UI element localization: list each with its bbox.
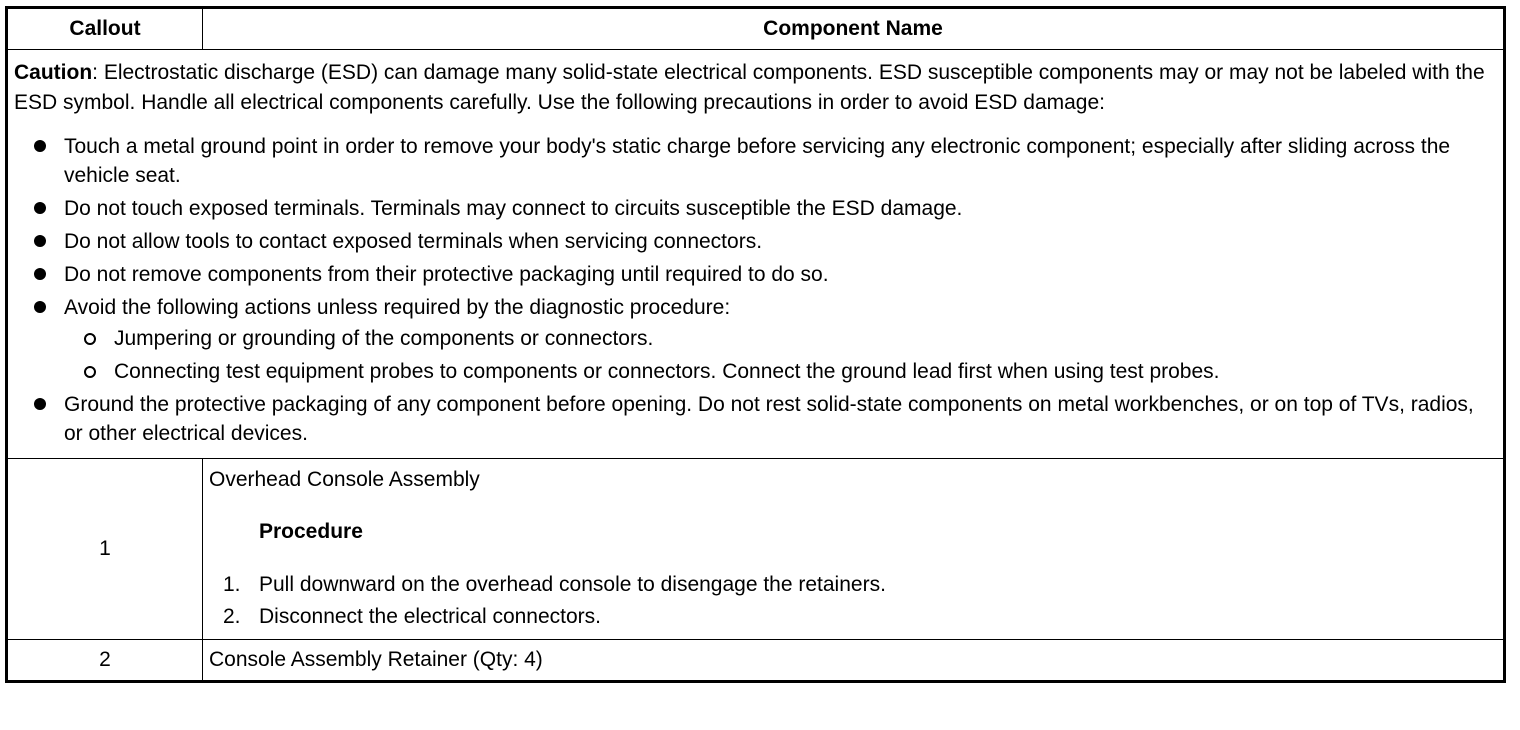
callout-number: 2 xyxy=(7,640,203,682)
component-table xyxy=(5,6,1506,683)
caution-bullet-text: Avoid the following actions unless required by the diagnostic procedure: xyxy=(64,296,731,319)
caution-label: Caution xyxy=(14,61,93,84)
callout-header: Callout xyxy=(7,8,203,50)
component-name-header: Component Name xyxy=(203,8,1505,50)
caution-paragraph xyxy=(14,58,1495,118)
caution-bullet-with-sublist xyxy=(14,293,1495,386)
step-text: Pull downward on the overhead console to disengage the retainers. xyxy=(259,573,886,596)
caution-text: : Electrostatic discharge (ESD) can damage many solid-state electrical components. ESD susceptible components may or may not be labeled with the ESD symbol. Handle all electrical components carefully. Use the following precautions in order to avoid ESD damage: xyxy=(14,61,1485,114)
step-number: 2. xyxy=(223,605,241,628)
table-row xyxy=(7,459,1505,640)
caution-subbullet: Jumpering or grounding of the components or connectors. xyxy=(64,324,1495,353)
caution-bullet-list xyxy=(14,132,1495,448)
caution-subbullet-list xyxy=(64,324,1495,386)
callout-number: 1 xyxy=(7,459,203,640)
caution-bullet: Touch a metal ground point in order to remove your body's static charge before servicing any electronic component; especially after sliding across the vehicle seat. xyxy=(14,132,1495,190)
caution-bullet: Ground the protective packaging of any component before opening. Do not rest solid-state components on metal workbenches, or on top of TVs, radios, or other electrical devices. xyxy=(14,390,1495,448)
component-cell xyxy=(203,459,1505,640)
component-name: Console Assembly Retainer (Qty: 4) xyxy=(203,640,1505,682)
procedure-heading: Procedure xyxy=(259,520,363,543)
caution-bullet: Do not remove components from their protective packaging until required to do so. xyxy=(14,260,1495,289)
caution-subbullet: Connecting test equipment probes to components or connectors. Connect the ground lead first when using test probes. xyxy=(64,357,1495,386)
caution-bullet: Do not allow tools to contact exposed terminals when servicing connectors. xyxy=(14,227,1495,256)
step-number: 1. xyxy=(223,573,241,596)
component-name: Overhead Console Assembly xyxy=(209,468,480,491)
procedure-step xyxy=(209,569,1497,601)
procedure-steps xyxy=(209,569,1497,633)
header-row xyxy=(7,8,1505,50)
procedure-step xyxy=(209,601,1497,633)
caution-row xyxy=(7,50,1505,459)
caution-bullet: Do not touch exposed terminals. Terminals may connect to circuits susceptible the ESD damage. xyxy=(14,194,1495,223)
table-row xyxy=(7,640,1505,682)
step-text: Disconnect the electrical connectors. xyxy=(259,605,601,628)
caution-block xyxy=(7,50,1505,459)
